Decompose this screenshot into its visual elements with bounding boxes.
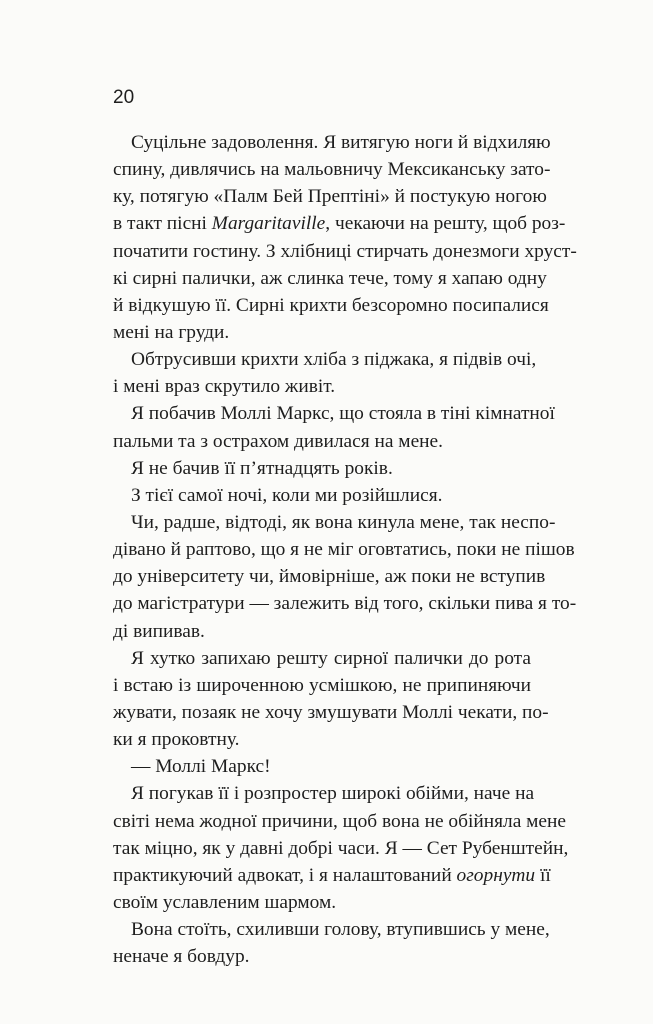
text-line: дівано й раптово, що я не міг оговтатись, поки не пішов [113, 539, 575, 561]
text-line: ку, потягую «Палм Бей Прептіні» й постукую ногою [113, 186, 547, 208]
text-line [113, 210, 566, 237]
text-line: Вона стоїть, схиливши голову, втупившись у мене, [131, 919, 550, 941]
text-line: і мені враз скрутило живіт. [113, 376, 336, 398]
text-line: неначе я бовдур. [113, 946, 250, 968]
text-segment: в такт пісні [113, 213, 212, 235]
text-line: так міцно, як у давні добрі часи. Я — Сет Рубенштейн, [113, 837, 569, 859]
text-line: Суцільне задоволення. Я витягую ноги й відхиляю [131, 132, 551, 153]
text-line: спину, дивлячись на мальовничу Мексиканську зато- [113, 159, 551, 181]
text-line [113, 862, 551, 889]
text-line: ки я проковтну. [113, 729, 240, 751]
text-line: — Моллі Маркс! [131, 756, 271, 778]
text-line: кі сирні палички, аж слинка тече, тому я хапаю одну [113, 267, 547, 289]
text-line: й відкушую її. Сирні крихти безсоромно посипалися [113, 294, 549, 316]
text-line: світі нема жодної причини, щоб вона не обійняла мене [113, 810, 567, 832]
body-text [113, 129, 577, 970]
text-line: пальми та з острахом дивилася на мене. [113, 430, 444, 452]
text-line: ді випивав. [113, 620, 205, 642]
text-line: до університету чи, ймовірніше, аж поки не вступив [113, 566, 546, 588]
italic-segment: Margaritaville [211, 213, 326, 235]
text-segment: , чекаючи на решту, щоб роз- [325, 213, 566, 235]
italic-segment: огорнути [456, 864, 536, 886]
text-line: Обтрусивши крихти хліба з піджака, я підвів очі, [131, 349, 537, 371]
text-segment: її [535, 864, 551, 886]
text-line: і встаю із широченною усмішкою, не припиняючи [113, 674, 531, 696]
text-line: З тієї самої ночі, коли ми розійшлися. [131, 484, 443, 506]
page-number: 20 [113, 87, 135, 108]
text-line: Я погукав її і розпростер широкі обійми, наче на [131, 783, 535, 805]
text-line: жувати, позаяк не хочу змушувати Моллі чекати, по- [113, 701, 549, 723]
text-line: до магістратури — залежить від того, скільки пива я то- [113, 593, 577, 615]
text-line: початити гостину. З хлібниці стирчать донезмоги хруст- [113, 240, 577, 262]
text-line: Чи, радше, відтоді, як вона кинула мене, так неспо- [131, 511, 556, 533]
text-segment: практикуючий адвокат, і я налаштований [113, 864, 457, 886]
text-line: Я побачив Моллі Маркс, що стояла в тіні кімнатної [131, 403, 555, 425]
text-line: своїм уславленим шармом. [113, 891, 337, 913]
text-line: Я не бачив її п’ятнадцять років. [131, 457, 393, 479]
text-line: Я хутко запихаю решту сирної палички до рота [131, 647, 531, 669]
text-line: мені на груди. [113, 321, 230, 343]
